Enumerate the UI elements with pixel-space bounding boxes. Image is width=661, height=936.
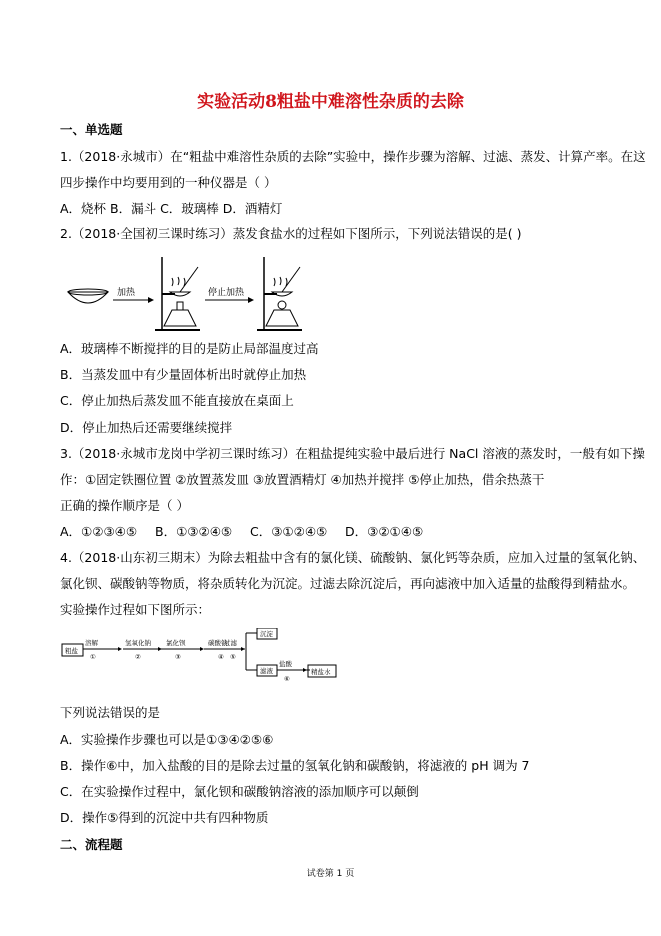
q4-prompt: 下列说法错误的是 xyxy=(60,705,161,720)
section-heading-single-choice: 一、单选题 xyxy=(60,122,123,137)
q1-stem-line2: 四步操作中均要用到的一种仪器是（ ） xyxy=(60,175,277,190)
q4-option-d: D．操作⑤得到的沉淀中共有四种物质 xyxy=(60,810,269,825)
q4-option-c: C．在实验操作过程中，氯化钡和碳酸钠溶液的添加顺序可以颠倒 xyxy=(60,784,419,799)
svg-text:盐酸: 盐酸 xyxy=(279,660,292,668)
purification-flowchart xyxy=(60,628,310,690)
svg-text:沉淀: 沉淀 xyxy=(260,630,273,638)
q2-stem: 2.（2018·全国初三课时练习）蒸发食盐水的过程如下图所示，下列说法错误的是( ) xyxy=(60,226,522,241)
iron-stand-heating-icon xyxy=(155,257,200,330)
page-footer: 试卷第 1 页 xyxy=(306,869,355,879)
q2-option-d: D．停止加热后还需要继续搅拌 xyxy=(60,420,233,435)
q2-option-b: B．当蒸发皿中有少量固体析出时就停止加热 xyxy=(60,367,307,382)
evaporation-figure xyxy=(60,252,320,334)
q2-option-c: C．停止加热后蒸发皿不能直接放在桌面上 xyxy=(60,393,294,408)
svg-text:⑤: ⑤ xyxy=(230,653,236,661)
svg-text:精盐水: 精盐水 xyxy=(311,668,331,676)
q1-options: A．烧杯 B．漏斗 C．玻璃棒 D．酒精灯 xyxy=(60,201,283,216)
q3-option-b: B．①③②④⑤ xyxy=(155,524,233,539)
svg-text:氯化钡: 氯化钡 xyxy=(166,639,186,647)
q4-stem-line1: 4.（2018·山东初三期末）为除去粗盐中含有的氯化镁、硫酸钠、氯化钙等杂质，应加入过量的氢氧化钠、 xyxy=(60,550,646,565)
svg-text:⑥: ⑥ xyxy=(284,675,290,683)
q1-stem-line1: 1.（2018·永城市）在“粗盐中难溶性杂质的去除”实验中，操作步骤为溶解、过滤、蒸发、计算产率。在这 xyxy=(60,149,646,164)
q3-option-c: C．③①②④⑤ xyxy=(250,524,328,539)
q3-stem-line1: 3.（2018·永城市龙岗中学初三课时练习）在粗盐提纯实验中最后进行 NaCl 溶液的蒸发时，一般有如下操 xyxy=(60,446,645,461)
q4-stem-line3: 实验操作过程如下图所示： xyxy=(60,602,211,617)
svg-text:③: ③ xyxy=(175,653,181,661)
svg-text:①: ① xyxy=(90,653,96,661)
svg-text:停止加热: 停止加热 xyxy=(208,288,245,298)
svg-text:溶解: 溶解 xyxy=(85,639,98,647)
section-heading-flow: 二、流程题 xyxy=(60,837,123,852)
svg-text:碳酸钠: 碳酸钠 xyxy=(208,639,228,647)
q3-stem-line3: 正确的操作顺序是（ ） xyxy=(60,498,189,513)
svg-text:氢氧化钠: 氢氧化钠 xyxy=(125,639,151,647)
q4-option-b: B．操作⑥中，加入盐酸的目的是除去过量的氢氧化钠和碳酸钠，将滤液的 pH 调为 7 xyxy=(60,758,530,773)
svg-text:④: ④ xyxy=(218,653,224,661)
q4-option-a: A．实验操作步骤也可以是①③④②⑤⑥ xyxy=(60,732,274,747)
svg-text:加热: 加热 xyxy=(117,288,136,298)
q2-option-a: A．玻璃棒不断搅拌的目的是防止局部温度过高 xyxy=(60,341,319,356)
q4-stem-line2: 氯化钡、碳酸钠等物质，将杂质转化为沉淀。过滤去除沉淀后，再向滤液中加入适量的盐酸得到精盐水。 xyxy=(60,576,636,591)
svg-text:②: ② xyxy=(135,653,141,661)
svg-text:粗盐: 粗盐 xyxy=(65,647,78,655)
q3-option-d: D．③②①④⑤ xyxy=(345,524,424,539)
flow-box-brine xyxy=(307,664,337,678)
iron-stand-stopped-icon xyxy=(257,257,302,330)
document-title: 实验活动8粗盐中难溶性杂质的去除 xyxy=(197,92,464,112)
q3-option-a: A．①②③④⑤ xyxy=(60,524,138,539)
q3-stem-line2: 作：①固定铁圈位置 ②放置蒸发皿 ③放置酒精灯 ④加热并搅拌 ⑤停止加热，借余热蒸干 xyxy=(60,472,545,487)
svg-text:滤液: 滤液 xyxy=(260,667,273,675)
svg-text:过滤: 过滤 xyxy=(224,639,237,647)
